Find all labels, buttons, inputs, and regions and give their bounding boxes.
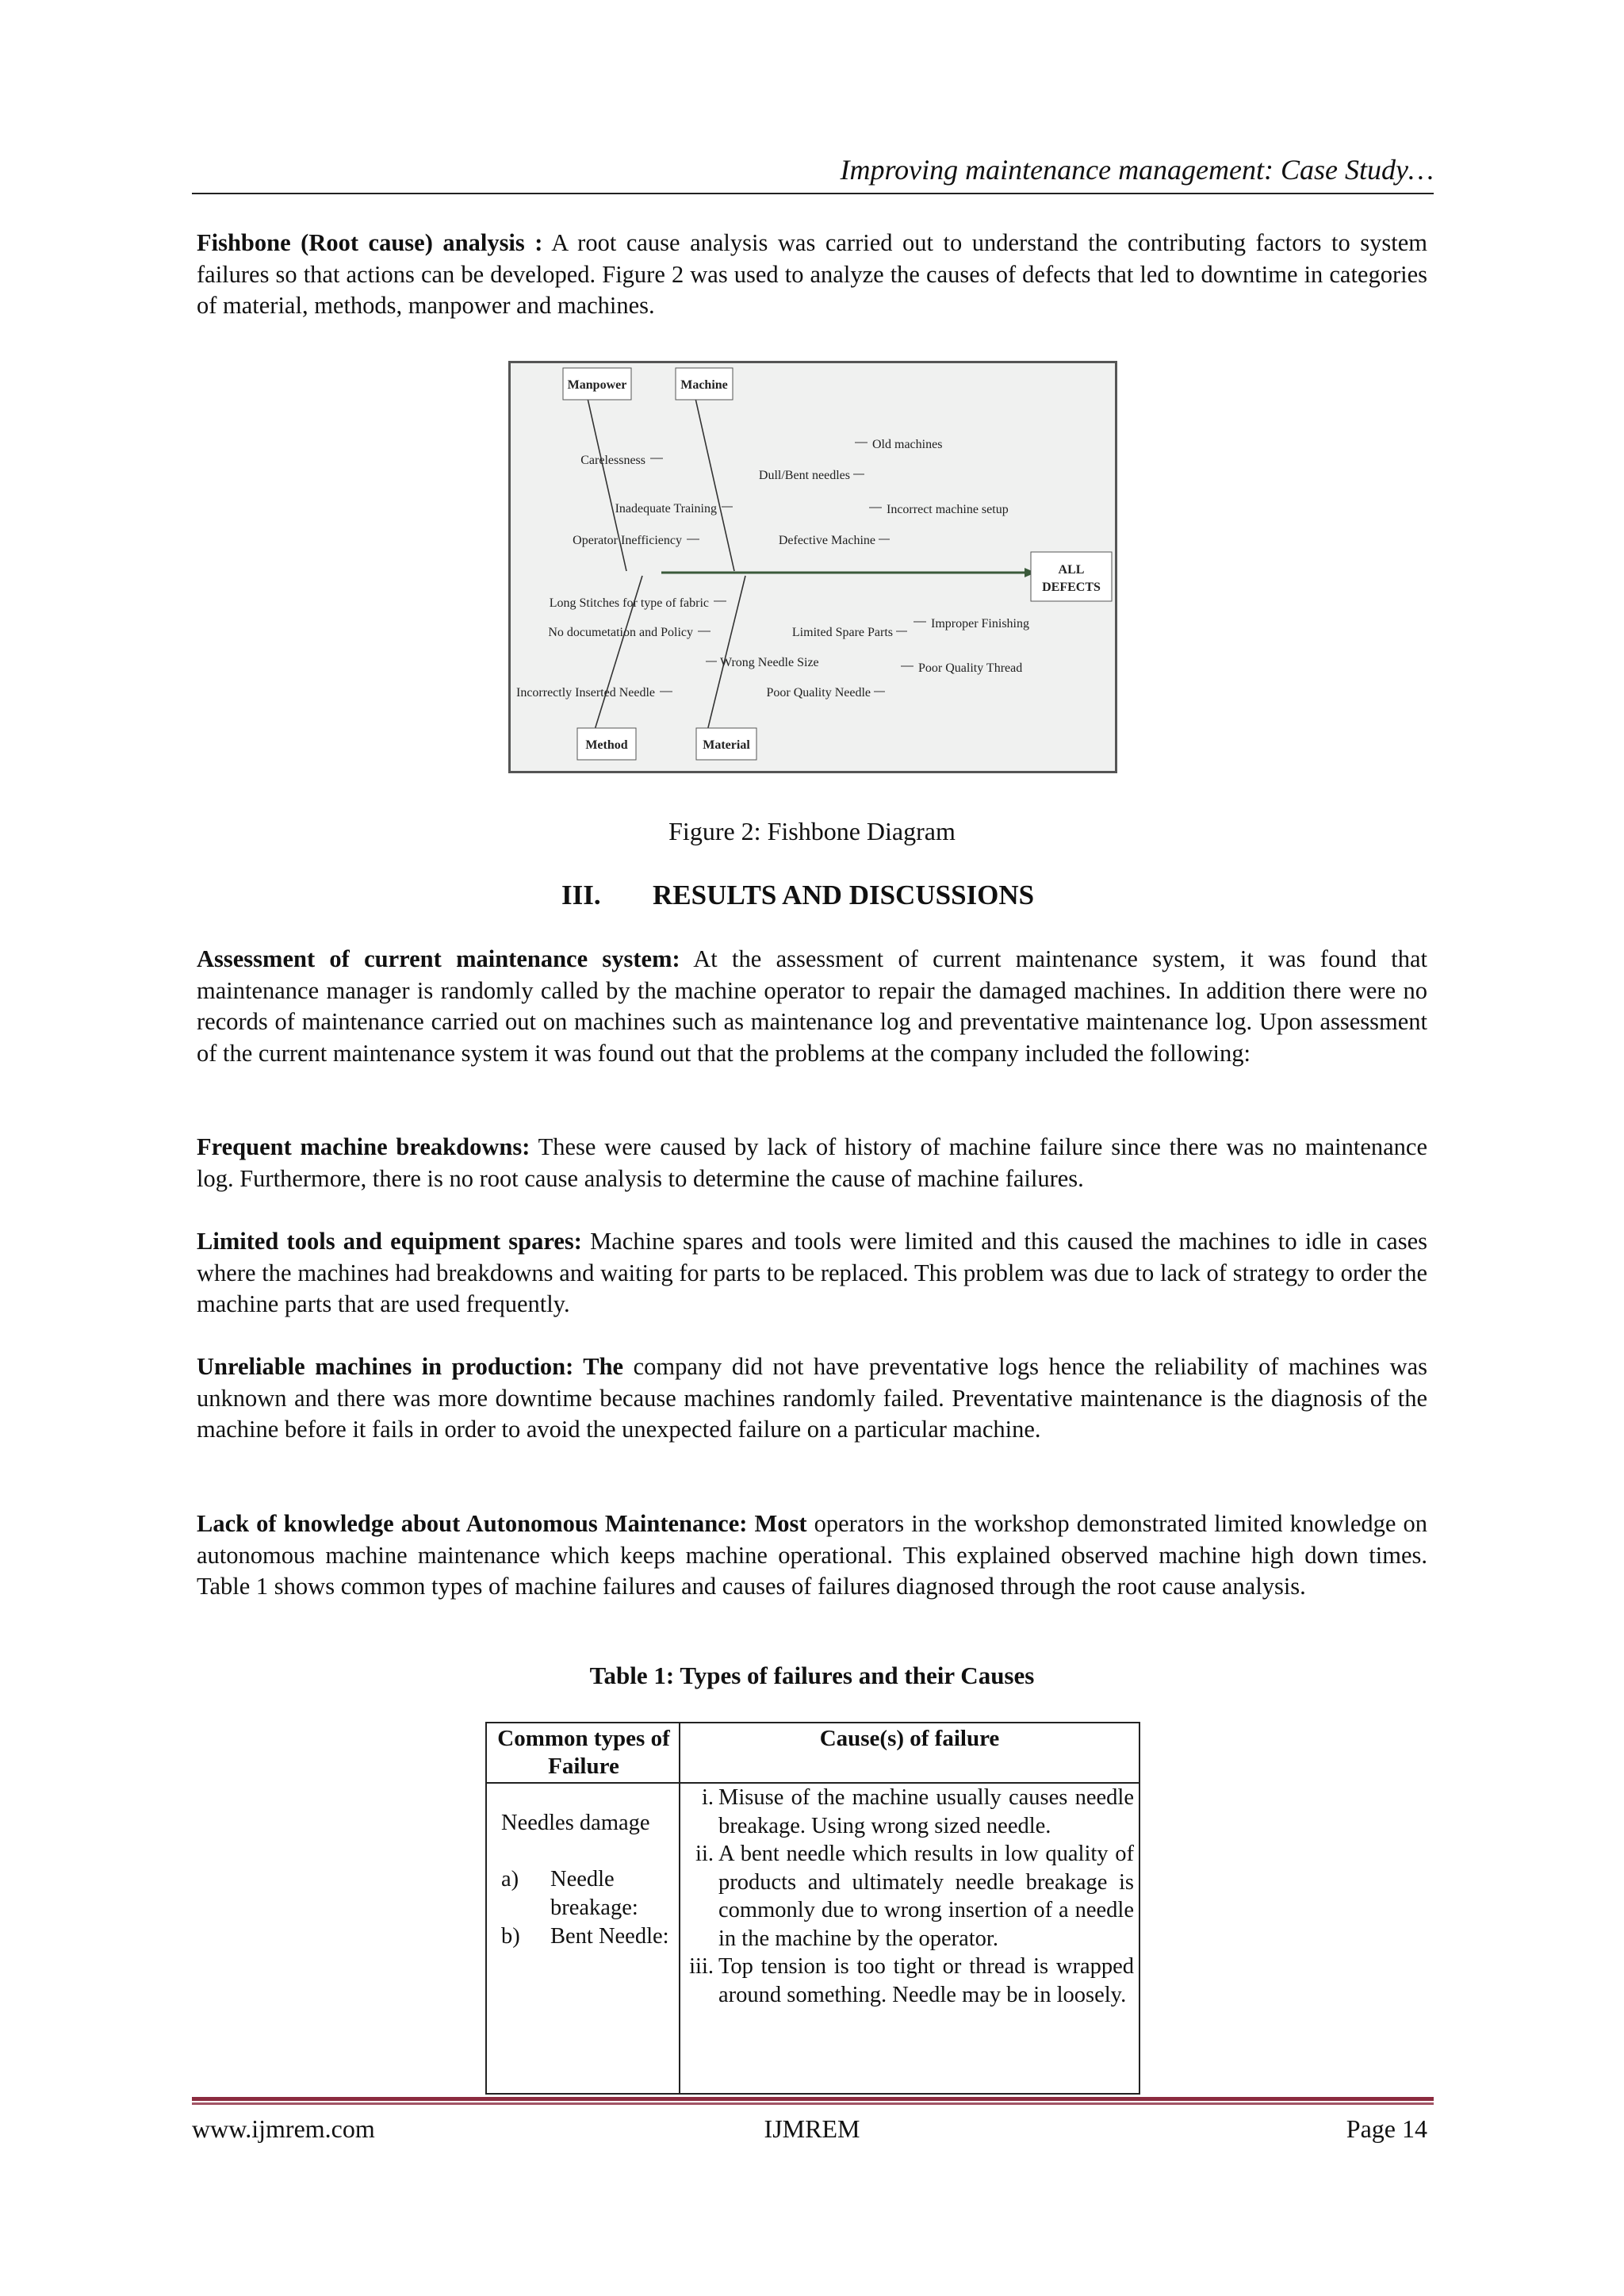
intro-text: A root cause analysis was carried out to understand the contributing factors to system failures so that actions can be developed. Figure 2 was used to analyze the causes of defects that led to downtime in categories of material, methods, manpower and machines. [197, 229, 1428, 320]
footer-rule [192, 2097, 1434, 2101]
cause-poor-quality-needle: Poor Quality Needle [766, 686, 871, 700]
bone-machine [695, 395, 734, 571]
cause-carelessness: Carelessness [580, 454, 645, 467]
cause-text: Top tension is too tight or thread is wrapped around something. Needle may be in loosely. [718, 1954, 1134, 2007]
cause-item [685, 1840, 1134, 1953]
cause-text: Misuse of the machine usually causes needle breakage. Using wrong sized needle. [718, 1785, 1134, 1838]
category-machine: Machine [680, 378, 728, 392]
paragraph-unreliable [197, 1351, 1427, 1446]
paragraph-lead: Assessment of current maintenance system: [197, 945, 680, 972]
paragraph-assessment [197, 944, 1427, 1069]
cause-dull-bent-needles: Dull/Bent needles [758, 469, 850, 482]
paragraph-lead: Lack of knowledge about Autonomous Maintenance: Most [197, 1510, 807, 1537]
paragraph-autonomous [197, 1508, 1427, 1603]
sub-item-label: Bent Needle: [550, 1924, 669, 1949]
sub-item-marker: b) [501, 1924, 520, 1949]
cause-text: A bent needle which results in low quality of products and ultimately needle breakage is commonly due to wrong insertion of a needle in the machine by the operator. [718, 1842, 1134, 1951]
sub-item-marker: a) [501, 1867, 519, 1892]
cause-operator-inefficiency: Operator Inefficiency [573, 534, 682, 547]
section-heading [561, 878, 1034, 913]
cause-no-documentation: No documetation and Policy [548, 626, 693, 639]
footer-website[interactable]: www.ijmrem.com [192, 2114, 375, 2143]
cause-old-machines: Old machines [872, 438, 943, 451]
paragraph-breakdowns [197, 1132, 1427, 1194]
cause-wrong-needle-size: Wrong Needle Size [720, 656, 819, 669]
paragraph-text: Machine spares and tools were limited and this caused the machines to idle in cases where the machines had breakdowns and waiting for parts to be replaced. This problem was due to lack of strategy to order the machine parts that are used frequently. [197, 1228, 1427, 1318]
section-title: RESULTS AND DISCUSSIONS [653, 880, 1035, 910]
figure-caption: Figure 2: Fishbone Diagram [668, 817, 956, 845]
cause-defective-machine: Defective Machine [778, 534, 875, 547]
category-method: Method [585, 738, 628, 752]
cause-numeral: i. [701, 1785, 714, 1810]
cause-long-stitches: Long Stitches for type of fabric [549, 596, 709, 610]
intro-paragraph [197, 228, 1427, 322]
footer-page-number: Page 14 [1346, 2114, 1427, 2143]
cause-incorrect-setup: Incorrect machine setup [887, 503, 1009, 516]
cause-item [685, 1953, 1134, 2009]
paragraph-text: These were caused by lack of history of machine failure since there was no maintenance log. Furthermore, there is no root cause analysis to determine the cause of machine failures. [197, 1133, 1427, 1192]
cause-numeral: iii. [689, 1954, 714, 1979]
causes-list [685, 1784, 1134, 2009]
failure-type: Needles damage [501, 1811, 650, 1835]
category-material: Material [703, 738, 750, 752]
category-manpower: Manpower [567, 378, 627, 392]
cause-improper-finishing: Improper Finishing [931, 617, 1029, 631]
sub-item-label: Needle breakage: [550, 1867, 638, 1920]
paragraph-lead: Unreliable machines in production: The [197, 1353, 624, 1380]
fishbone-svg [511, 363, 1115, 771]
table-header-causes: Cause(s) of failure [819, 1726, 1000, 1751]
paragraph-text: At the assessment of current maintenance system, it was found that maintenance manager is randomly called by the machine operator to repair the damaged machines. In addition there were no records of maintenance carried out on machines such as maintenance log and preventative maintenance log. Upon assessment of the current maintenance system it was found out that the problems at the company included the following: [197, 945, 1427, 1067]
cause-incorrect-needle: Incorrectly Inserted Needle [515, 686, 655, 700]
intro-lead: Fishbone (Root cause) analysis : [197, 229, 543, 256]
paragraph-spares [197, 1226, 1427, 1320]
table-column-divider [679, 1723, 680, 2093]
table-title: Table 1: Types of failures and their Causes [589, 1662, 1035, 1689]
fishbone-diagram [508, 361, 1117, 773]
paragraph-lead: Frequent machine breakdowns: [197, 1133, 530, 1160]
cause-poor-quality-thread: Poor Quality Thread [918, 661, 1023, 675]
paragraph-text: company did not have preventative logs hence the reliability of machines was unknown and there was more downtime because machines randomly failed. Preventative maintenance is the diagnosis of the machine before it fails in order to avoid the unexpected failure on a particular machine. [197, 1353, 1427, 1443]
cause-inadequate-training: Inadequate Training [615, 502, 717, 516]
header-rule [192, 193, 1434, 194]
section-number: III. [561, 880, 601, 910]
effect-line-2: DEFECTS [1042, 581, 1101, 594]
footer-journal: IJMREM [764, 2114, 860, 2143]
cause-item [685, 1784, 1134, 1840]
running-header: Improving maintenance management: Case Study… [840, 154, 1434, 186]
cause-numeral: ii. [695, 1842, 714, 1866]
footer-rule-secondary [192, 2102, 1434, 2105]
table-header-failure: Common types of Failure [497, 1726, 670, 1779]
cause-limited-spare-parts: Limited Spare Parts [791, 626, 893, 639]
paragraph-lead: Limited tools and equipment spares: [197, 1228, 582, 1255]
effect-line-1: ALL [1058, 563, 1085, 577]
failures-table [485, 1722, 1140, 2095]
paragraph-text: operators in the workshop demonstrated limited knowledge on autonomous machine maintenance which keeps machine operational. This explained observed machine high down times. Table 1 shows common types of machine failures and causes of failures diagnosed through the root cause analysis. [197, 1510, 1427, 1600]
